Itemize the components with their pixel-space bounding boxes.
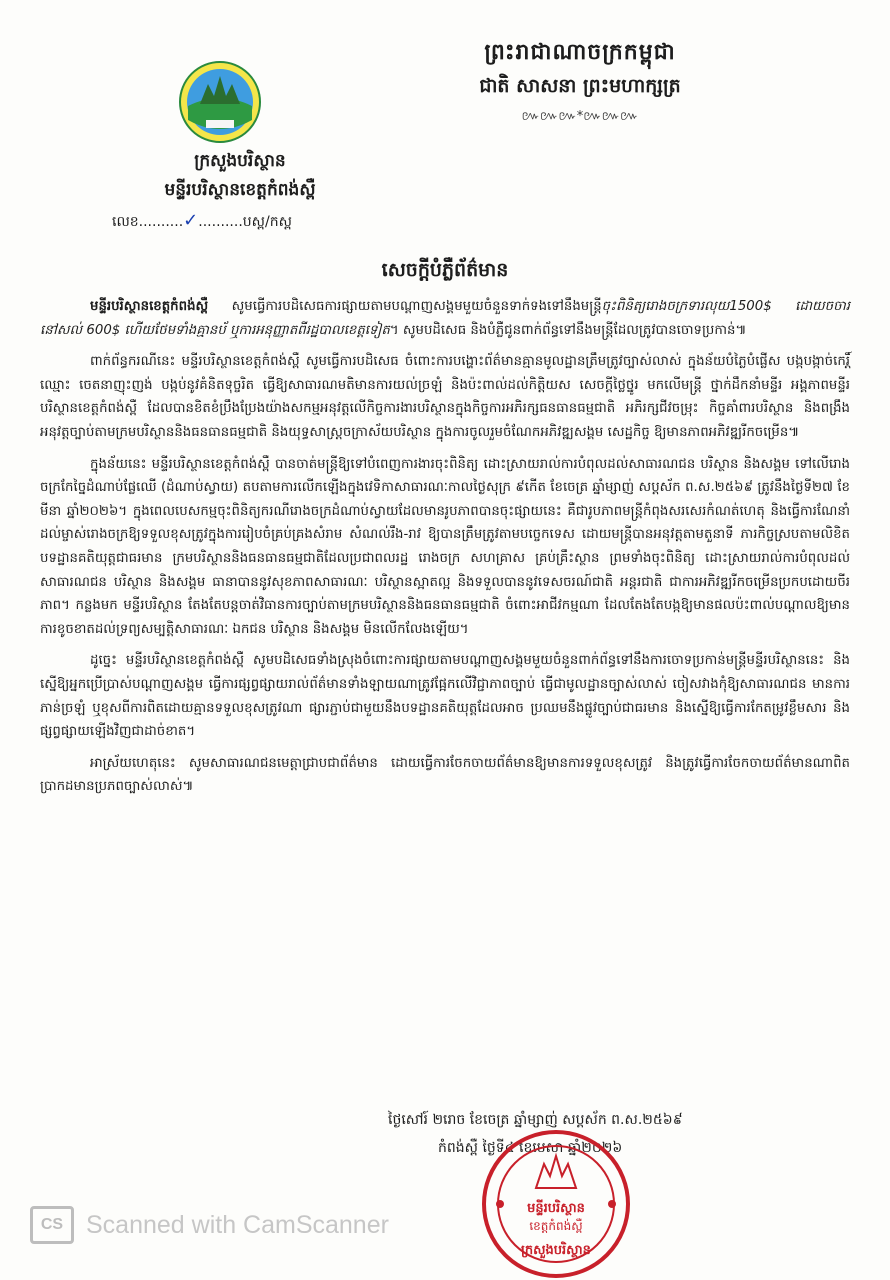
kingdom-header <box>300 38 860 127</box>
paragraph-1 <box>40 295 850 342</box>
seal-line-3: ក្រសួងបរិស្ថាន <box>521 1243 591 1258</box>
header-ornament: ៚៚៚*៚៚៚ <box>521 109 639 124</box>
seal-line-1: មន្ទីរបរិស្ថាន <box>527 1201 585 1216</box>
sender-block <box>60 150 420 204</box>
ref-prefix: លេខ.......... <box>112 214 184 230</box>
ref-checkmark: ✓ <box>183 210 199 231</box>
paragraph-1-quote: ចុះពិនិត្យរោងចក្រទារលុយ1500$ ដោយចចារនៅសល់ 600$ ហើយថែមទាំងគ្មានប័ ឬការអនុញ្ញាតពីរដ្ឋបាលខេត្តទៀត <box>40 299 850 338</box>
reference-number <box>112 210 292 233</box>
date-lunar: ថ្ងៃសៅរ៍ ២រោច ខែចេត្រ ឆ្នាំម្សាញ់ សប្តស័ក ព.ស.២៥៦៩ <box>388 1112 683 1128</box>
official-seal-icon <box>480 1128 632 1280</box>
seal-line-2: ខេត្តកំពង់ស្ពឺ <box>529 1219 583 1233</box>
kingdom-name: ព្រះរាជាណាចក្រកម្ពុជា <box>484 40 676 65</box>
paragraph-1-lead: មន្ទីរបរិស្ថានខេត្តកំពង់ស្ពឺ <box>90 299 209 314</box>
camscanner-text: Scanned with CamScanner <box>86 1210 389 1239</box>
camscanner-watermark <box>30 1205 389 1245</box>
paragraph-1-part-a: សូមធ្វើការបដិសេធការផ្សាយតាមបណ្តាញសង្គមមួយចំនួនទាក់ទងទៅនឹងមន្ត្រី <box>208 299 602 314</box>
ministry-logo-icon <box>178 60 262 144</box>
paragraph-3: ក្នុងន័យនេះ មន្ទីរបរិស្ថានខេត្តកំពង់ស្ពឺ បានចាត់មន្ត្រីឱ្យទៅបំពេញការងារចុះពិនិត្យ ដោះស្រាយរាល់ការបំពុលដល់សាធារណជន បរិស្ថាន និងសង្គម ទៅលើរោងចក្រកែច្នៃដំណាប់ផ្លែឈើ (ដំណាប់ស្វាយ) តបតាមការលើកឡើងក្នុងវេទិកាសាធារណៈកាលថ្ងៃសុក្រ ៩កើត ខែចេត្រ ឆ្នាំម្សាញ់ សប្តស័ក ព.ស.២៥៦៩ ត្រូវនឹងថ្ងៃទី២៧ ខែមីនា ឆ្នាំ២០២៦។ ក្នុងពេលបេសកម្មចុះពិនិត្យករណីរោងចក្រដំណាប់ស្វាយដែលមានរូបភាពបានចុះផ្សាយនេះ គឺជារូបភាពមន្ត្រីកំពុងសរសេរកំណត់ហេតុ និងធ្វើការណែនាំ ដល់ម្ចាស់រោងចក្រឱ្យទទួលខុសត្រូវក្នុងការរៀបចំគ្រប់គ្រងសំរាម សំណល់រឹង-រាវ ឱ្យបានត្រឹមត្រូវតាមបច្ចេកទេស ដោយមន្ត្រីបានអនុវត្តតាមតួនាទី ភារកិច្ចស្របតាមលិខិតបទដ្ឋានគតិយុត្តជាធរមាន ក្រមបរិស្ថាននិងធនធានធម្មជាតិដែលប្រជាពលរដ្ឋ រោងចក្រ សហគ្រាស គ្រប់គ្រឹះស្ថាន ព្រមទាំងចុះពិនិត្យ ដោះស្រាយរាល់ការបំពុលដល់សាធារណជន បរិស្ថាន និងសង្គម ធានាបាននូវសុខភាពសាធារណៈ បរិស្ថានស្អាតល្អ និងទទួលបាននូវទេសចរណ៍ជាតិ អន្តរជាតិ ជាការអភិវឌ្ឍរីកចម្រើនប្រកបដោយចីរភាព។ កន្លងមក មន្ទីរបរិស្ថាន តែងតែបន្តចាត់វិធានការច្បាប់តាមក្រមបរិស្ថាននិងធនធានធម្មជាតិ ចំពោះអាជីវកម្មណា ដែលតែងតែបង្កឱ្យមានផលប៉ះពាល់បណ្តាលឱ្យមានការខូចខាតដល់ទ្រព្យសម្បត្តិសាធារណៈ ឯកជន បរិស្ថាន និងសង្គម មិនលើកលែងឡើយ។ <box>40 456 850 637</box>
department-name: មន្ទីរបរិស្ថានខេត្តកំពង់ស្ពឺ <box>164 180 316 200</box>
ref-suffix: ..........បស្ព/កស្ព <box>198 214 292 230</box>
paragraph-5: អាស្រ័យហេតុនេះ សូមសាធារណជនមេត្តាជ្រាបជាព័ត៌មាន ដោយធ្វើការចែកចាយព័ត៌មានឱ្យមានការទទួលខុសត្រូវ និងត្រូវធ្វើការចែកចាយព័ត៌មានណាពិតប្រាកដមានប្រភពច្បាស់លាស់៕ <box>40 755 850 795</box>
document-body <box>40 295 850 807</box>
paragraph-4: ដូច្នេះ មន្ទីរបរិស្ថានខេត្តកំពង់ស្ពឺ សូមបដិសេធទាំងស្រុងចំពោះការផ្សាយតាមបណ្តាញសង្គមមួយចំនួនពាក់ព័ន្ធទៅនឹងការចោទប្រកាន់មន្ត្រីមន្ទីរបរិស្ថាននេះ និងស្នើឱ្យអ្នកប្រើប្រាស់បណ្តាញសង្គម ធ្វើការផ្សព្វផ្សាយរាល់ព័ត៌មានទាំងឡាយណាត្រូវផ្អែកលើវិជ្ជាភាពច្បាប់ ធ្វើជាមូលដ្ឋានច្បាស់លាស់ ចៀសវាងកុំឱ្យសាធារណជន មានការភាន់ច្រឡំ ឬខុសពីការពិតដោយគ្មានទទួលខុសត្រូវណា ផ្សារភ្ជាប់ជាមួយនឹងបទដ្ឋានគតិយុត្តដែលអាច ប្រឈមនឹងផ្លូវច្បាប់ជាធរមាន និងស្នើឱ្យធ្វើការកែតម្រូវខ្លឹមសារ និងផ្សព្វផ្សាយឡើងវិញជាដាច់ខាត។ <box>40 653 850 740</box>
paragraph-1-part-b: ។ សូមបដិសេធ និងបំភ្លឺជូនពាក់ព័ន្ធទៅនឹងមន្ត្រីដែលត្រូវបានចោទប្រកាន់៕ <box>389 322 747 338</box>
ministry-name: ក្រសួងបរិស្ថាន <box>194 151 286 171</box>
paragraph-2: ពាក់ព័ន្ធករណីនេះ មន្ទីរបរិស្ថានខេត្តកំពង់ស្ពឺ សូមធ្វើការបដិសេធ ចំពោះការបង្ហោះព័ត៌មានគ្មានមូលដ្ឋានត្រឹមត្រូវច្បាស់លាស់ ក្នុងន័យបំភ្លៃបំផ្លើស បង្កបង្កាច់កេរ្តិ៍ឈ្មោះ ចេតនាញុះញង់ បង្កប់នូវគំនិតទុច្ចរិត ធ្វើឱ្យសាធារណមតិមានការយល់ច្រឡំ និងប៉ះពាល់ដល់កិត្តិយស សេចក្តីថ្លៃថ្នូរ មកលើមន្ត្រី ថ្នាក់ដឹកនាំមន្ទីរ អង្គភាពមន្ទីរបរិស្ថានខេត្តកំពង់ស្ពឺ ដែលបានខិតខំប្រឹងប្រែងយ៉ាងសកម្មអនុវត្តលើកិច្ចការងារបរិស្ថានក្នុងកិច្ចការអភិរក្សធនធានធម្មជាតិ អភិរក្សជីវចម្រុះ កិច្ចគាំពារបរិស្ថាន និងពង្រឹងអនុវត្តច្បាប់តាមក្រមបរិស្ថាននិងធនធានធម្មជាតិ និងយុទ្ធសាស្ត្រចក្រាស័យបរិស្ថាន ក្នុងការចូលរួមចំណែកអភិវឌ្ឍសង្គម សេដ្ឋកិច្ច ឱ្យមានភាពអភិវឌ្ឍរីកចម្រើន៕ <box>40 354 850 440</box>
document-title: សេចក្តីបំភ្លឺព័ត៌មាន <box>381 259 509 281</box>
camscanner-badge-icon: CS <box>30 1206 74 1244</box>
date-solar: កំពង់ស្ពឺ ថ្ងៃទី៤ ខែមេសា ឆ្នាំ២០២៦ <box>438 1140 623 1156</box>
national-motto: ជាតិ សាសនា ព្រះមហាក្សត្រ <box>479 75 681 97</box>
